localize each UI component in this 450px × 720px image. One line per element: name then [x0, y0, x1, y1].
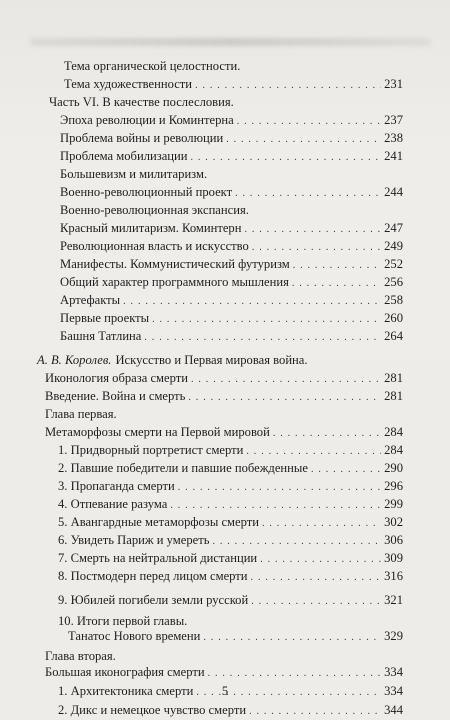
toc-title: Танатос Нового времени — [68, 629, 201, 643]
toc-section-heading — [37, 352, 308, 368]
leader-dots — [237, 114, 381, 130]
leader-dots — [251, 570, 382, 586]
toc-entry — [60, 130, 403, 148]
toc-page: 316 — [384, 569, 403, 583]
leader-dots — [195, 78, 381, 94]
toc-title: Военно-революционная экспансия. — [60, 203, 249, 217]
toc-entry — [60, 310, 403, 328]
toc-title: Эпоха революции и Коминтерна — [60, 113, 234, 127]
toc-chapter-heading — [45, 406, 117, 422]
toc-title: 10. Итоги первой главы. — [58, 614, 188, 628]
toc-page: 334 — [384, 684, 403, 698]
toc-entry — [58, 702, 403, 720]
leader-dots — [311, 462, 381, 478]
toc-entry — [58, 460, 403, 478]
toc-entry — [58, 550, 403, 568]
toc-entry — [64, 76, 403, 94]
toc-title: Революционная власть и искусство — [60, 239, 249, 253]
leader-dots — [249, 704, 381, 720]
toc-page: 321 — [384, 593, 403, 607]
toc-title: Военно-революционный проект — [60, 185, 233, 199]
leader-dots — [191, 372, 381, 388]
toc-title: Иконология образа смерти — [45, 371, 188, 385]
toc-entry — [45, 664, 403, 682]
toc-title: Глава вторая. — [45, 649, 116, 663]
toc-title: Первые проекты — [60, 311, 150, 325]
toc-entry — [60, 274, 403, 292]
toc-page: 309 — [384, 551, 403, 565]
toc-title: 1. Придворный портретист смерти — [58, 443, 244, 457]
toc-page: 256 — [384, 275, 403, 289]
leader-dots — [144, 330, 381, 346]
toc-entry — [60, 112, 403, 130]
toc-title: Искусство и Первая мировая война. — [115, 353, 308, 367]
toc-page: 281 — [384, 389, 403, 403]
leader-dots — [260, 552, 381, 568]
toc-entry — [58, 592, 403, 610]
toc-title: Большевизм и милитаризм. — [60, 167, 208, 181]
leader-dots — [188, 390, 381, 406]
leader-dots — [208, 666, 382, 682]
toc-page: 252 — [384, 257, 403, 271]
toc-page: 296 — [384, 479, 403, 493]
toc-part-heading — [49, 94, 234, 110]
toc-title: Тема художественности — [64, 77, 193, 91]
toc-page: 299 — [384, 497, 403, 511]
toc-page: 237 — [384, 113, 403, 127]
leader-dots — [191, 150, 382, 166]
toc-page: 302 — [384, 515, 403, 529]
toc-entry — [45, 424, 403, 442]
leader-dots — [235, 186, 381, 202]
toc-title: Часть VI. В качестве послесловия. — [49, 95, 234, 109]
toc-entry — [60, 238, 403, 256]
leader-dots — [226, 132, 381, 148]
toc-entry — [58, 568, 403, 586]
toc-title: Артефакты — [60, 293, 121, 307]
toc-title: Глава первая. — [45, 407, 117, 421]
toc-chapter-heading — [45, 648, 116, 664]
toc-page: 344 — [384, 703, 403, 717]
toc-line — [60, 166, 207, 182]
toc-title: Общий характер программного мышления — [60, 275, 289, 289]
toc-page: 249 — [384, 239, 403, 253]
toc-title: 9. Юбилей погибели земли русской — [58, 593, 249, 607]
leader-dots — [152, 312, 381, 328]
toc-page: 244 — [384, 185, 403, 199]
leader-dots — [252, 240, 381, 256]
toc-title: 6. Увидеть Париж и умереть — [58, 533, 210, 547]
toc-title: Манифесты. Коммунистический футуризм — [60, 257, 290, 271]
toc-entry — [60, 148, 403, 166]
toc-title: 2. Павшие победители и павшие побежденные — [58, 461, 308, 475]
toc-page: 306 — [384, 533, 403, 547]
toc-entry — [68, 628, 403, 646]
toc-title: 8. Постмодерн перед лицом смерти — [58, 569, 248, 583]
leader-dots — [170, 498, 381, 514]
toc-line — [58, 613, 187, 629]
leader-dots — [203, 630, 381, 646]
bleed-through-shadow — [30, 38, 430, 46]
toc-page: 334 — [384, 665, 403, 679]
toc-title: Проблема мобилизации — [60, 149, 188, 163]
toc-title: 7. Смерть на нейтральной дистанции — [58, 551, 258, 565]
toc-title: 4. Отпевание разума — [58, 497, 168, 511]
toc-page: 284 — [384, 443, 403, 457]
toc-entry — [60, 328, 403, 346]
toc-entry — [60, 256, 403, 274]
leader-dots — [262, 516, 381, 532]
toc-page: 231 — [384, 77, 403, 91]
toc-page: 284 — [384, 425, 403, 439]
toc-title: Метаморфозы смерти на Первой мировой — [45, 425, 270, 439]
toc-entry — [60, 184, 403, 202]
leader-dots — [246, 444, 381, 460]
toc-entry — [58, 532, 403, 550]
toc-title: 5. Авангардные метаморфозы смерти — [58, 515, 259, 529]
leader-dots — [292, 276, 381, 292]
toc-line — [64, 58, 240, 74]
leader-dots — [273, 426, 381, 442]
toc-entry — [58, 514, 403, 532]
toc-title: Введение. Война и смерть — [45, 389, 186, 403]
toc-page: 290 — [384, 461, 403, 475]
toc-line — [60, 202, 249, 218]
toc-title: Тема органической целостности. — [64, 59, 241, 73]
leader-dots — [244, 222, 381, 238]
leader-dots — [123, 294, 381, 310]
toc-page: 238 — [384, 131, 403, 145]
toc-title: 2. Дикс и немецкое чувство смерти — [58, 703, 247, 717]
toc-page: 247 — [384, 221, 403, 235]
toc-page: 241 — [384, 149, 403, 163]
toc-page: 258 — [384, 293, 403, 307]
leader-dots — [178, 480, 381, 496]
toc-page: 260 — [384, 311, 403, 325]
toc-title: 3. Пропаганда смерти — [58, 479, 175, 493]
toc-title: Большая иконография смерти — [45, 665, 205, 679]
toc-title: 1. Архитектоника смерти — [58, 684, 194, 698]
toc-entry — [60, 292, 403, 310]
toc-title: Проблема войны и революции — [60, 131, 224, 145]
toc-entry — [45, 370, 403, 388]
toc-title: Красный милитаризм. Коминтерн — [60, 221, 242, 235]
toc-title: Башня Татлина — [60, 329, 142, 343]
toc-entry — [58, 496, 403, 514]
leader-dots — [293, 258, 381, 274]
toc-page: 329 — [384, 629, 403, 643]
leader-dots — [212, 534, 381, 550]
toc-author: А. В. Королев. — [37, 353, 112, 367]
toc-page: 281 — [384, 371, 403, 385]
toc-entry — [58, 442, 403, 460]
toc-entry — [60, 220, 403, 238]
toc-entry — [58, 478, 403, 496]
leader-dots — [251, 594, 381, 610]
page-number: 5 — [221, 684, 229, 698]
toc-entry — [45, 388, 403, 406]
toc-page: 264 — [384, 329, 403, 343]
